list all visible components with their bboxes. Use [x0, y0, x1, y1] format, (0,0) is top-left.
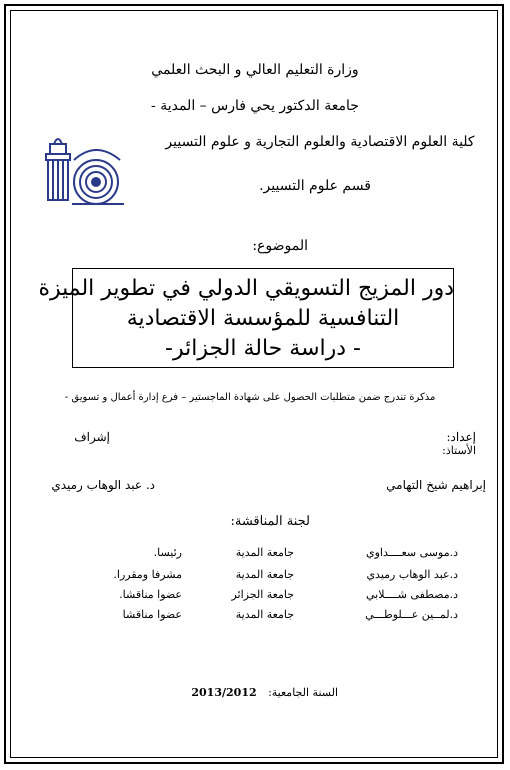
member-role: رئيسا. [153, 546, 182, 559]
member-role: عضوا مناقشا. [119, 588, 182, 601]
university-name: جامعة الدكتور يحي فارس – المدية - [151, 98, 359, 114]
member-name: د.لمــين عـــلوطـــي [365, 608, 458, 621]
member-university: جامعة المدية [235, 546, 294, 559]
supervision-label: إشراف [74, 430, 110, 444]
inner-page-border [10, 10, 498, 758]
member-university: جامعة المدية [235, 568, 294, 581]
department-name: قسم علوم التسيير. [259, 178, 371, 194]
thesis-title-line-1: دور المزيج التسويقي الدولي في تطوير الميزة [38, 276, 454, 301]
member-university: جامعة المدية [235, 608, 294, 621]
academic-year-label: السنة الجامعية: [268, 686, 338, 699]
student-name: إبراهيم شيخ التهامي [386, 478, 486, 492]
university-logo-icon [44, 130, 128, 214]
member-university: جامعة الجزائر [231, 588, 294, 601]
ministry-name: وزارة التعليم العالي و البحث العلمي [151, 62, 359, 78]
member-role: مشرفا ومقررا. [113, 568, 182, 581]
thesis-title-line-3: - دراسة حالة الجزائر- [165, 336, 361, 361]
member-name: د.مصطفى شــــلابي [366, 588, 458, 601]
member-name: د.موسى سعــــداوي [365, 546, 458, 559]
academic-year-value: 2013/2012 [191, 686, 257, 699]
supervisor-name: د. عبد الوهاب رميدي [51, 478, 155, 492]
student-label: الأستاذ: [442, 444, 476, 457]
thesis-title-line-2: التنافسية للمؤسسة الاقتصادية [126, 306, 400, 331]
member-role: عضوا مناقشا [122, 608, 182, 621]
subject-label: الموضوع: [252, 238, 308, 254]
member-name: د.عبد الوهاب رميدي [366, 568, 458, 581]
memo-description: مذكرة تندرج ضمن متطلبات الحصول على شهادة الماجستير – فرع إدارة أعمال و تسويق - [64, 392, 436, 403]
committee-title: لجنة المناقشة: [230, 514, 310, 529]
faculty-name: كلية العلوم الاقتصادية والعلوم التجارية و علوم التسيير [165, 134, 475, 150]
prepared-by-label: إعداد: [446, 430, 476, 444]
